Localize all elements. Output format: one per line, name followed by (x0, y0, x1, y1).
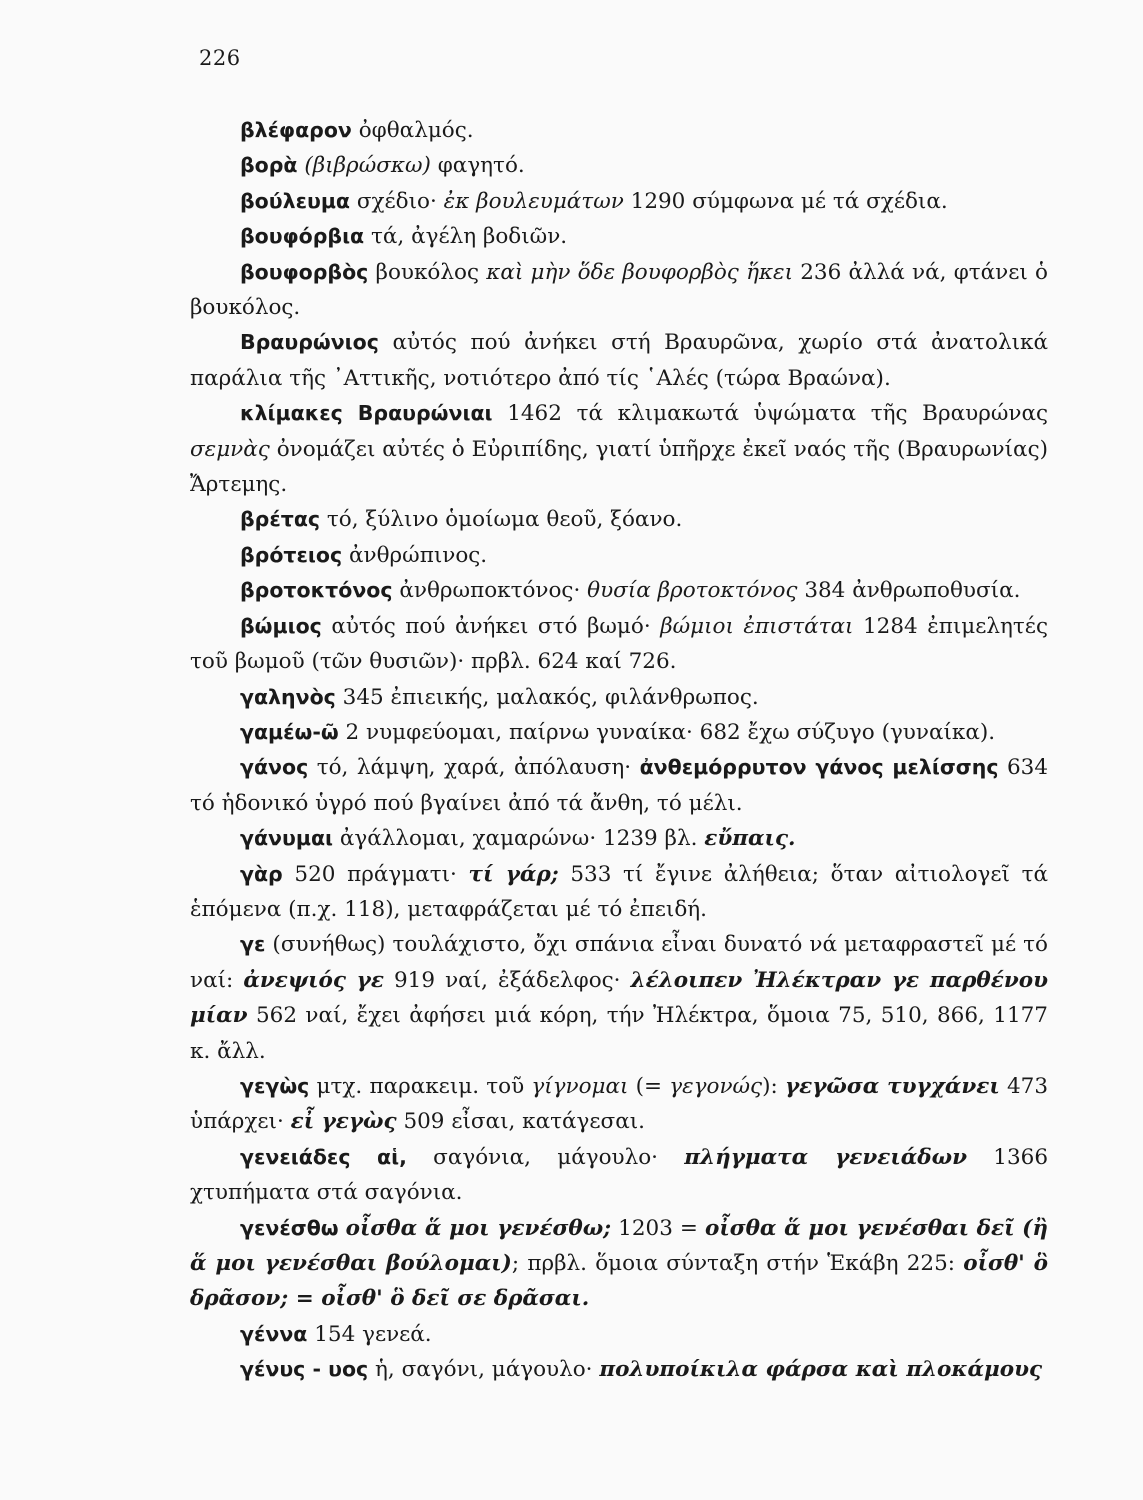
entry-blepharon: βλέφαρον ὀφθαλμός. (240, 118, 474, 143)
entry-gegos: γεγὼς μτχ. παρακειμ. τοῦ γίγνομαι (= γεγονώς): γεγῶσα τυγχάνει 473 ὑπάρχει· εἶ γεγὼς 509 εἶσαι, κατάγεσαι. (190, 1073, 1049, 1135)
headword: βώμιος (240, 613, 322, 638)
headword: βρότειος (240, 542, 343, 567)
entry-bouphorbia: βουφόρβια τά, ἀγέλη βοδιῶν. (240, 224, 568, 250)
headword: γάνος (240, 755, 309, 780)
headword: γεγὼς (240, 1073, 310, 1098)
headword: γὰρ (240, 861, 283, 886)
entry-bora: βορὰ (βιβρώσκω) φαγητό. (240, 153, 525, 179)
headword: βούλευμα (240, 188, 350, 213)
headword: γαληνὸς (240, 684, 336, 709)
entry-bretas: βρέτας τό, ξύλινο ὁμοίωμα θεοῦ, ξόανο. (240, 507, 683, 533)
entry-genys: γένυς - υος ἡ, σαγόνι, μάγουλο· πολυποίκιλα φάρσα καὶ πλοκάμους (240, 1357, 1043, 1383)
entry-broteios: βρότειος ἀνθρώπινος. (240, 542, 488, 568)
entry-ganymai: γάνυμαι ἀγάλλομαι, χαμαρώνω· 1239 βλ. εὔπαις. (240, 826, 796, 852)
headword: γενειάδες αἱ, (240, 1144, 407, 1169)
headword: βουφορβὸς (240, 259, 369, 284)
entry-genna: γέννα 154 γενεά. (240, 1321, 432, 1347)
headword: γε (240, 932, 266, 957)
entry-bouleuma: βούλευμα σχέδιο· ἐκ βουλευμάτων 1290 σύμφωνα μέ τά σχέδια. (240, 188, 948, 214)
entry-brotoktonos: βροτοκτόνος ἀνθρωποκτόνος· θυσία βροτοκτόνος 384 ἀνθρωποθυσία. (240, 578, 1021, 604)
headword: γενέσθω (240, 1215, 339, 1240)
headword: γάνυμαι (240, 826, 334, 851)
headword: γέννα (240, 1321, 308, 1346)
entry-gar: γὰρ 520 πράγματι· τί γάρ; 533 τί ἔγινε ἀλήθεια; ὅταν αἰτιολογεῖ τά ἑπόμενα (π.χ. 118), μεταφράζεται μέ τό ἐπειδή. (190, 861, 1049, 922)
entry-ganos: γάνος τό, λάμψη, χαρά, ἀπόλαυση· ἀνθεμόρρυτον γάνος μελίσσης 634 τό ἡδονικό ὑγρό πού βγαίνει ἀπό τά ἄνθη, τό μέλι. (190, 755, 1048, 816)
headword: βλέφαρον (240, 118, 352, 142)
entry-ge: γε (συνήθως) τουλάχιστο, ὄχι σπάνια εἶναι δυνατό νά μεταφραστεῖ μέ τό ναί: ἀνεψιός γε 919 ναί, ἐξάδελφος· λέλοιπεν Ἠλέκτραν γε παρθένου μίαν 562 ναί, ἔχει ἀφήσει μιά κόρη, τήν Ἠλέκτρα, ὅμοια 75, 510, 866, 1177 κ. ἄλλ. (190, 932, 1048, 1064)
entry-bomios: βώμιος αὐτός πού ἀνήκει στό βωμό· βώμιοι ἐπιστάται 1284 ἐπιμελητές τοῦ βωμοῦ (τῶν θυσιῶν)· πρβλ. 624 καί 726. (190, 613, 1048, 675)
headword: βορὰ (240, 153, 298, 178)
headword: γαμέω-ῶ (240, 719, 339, 744)
headword: γένυς - υος (240, 1357, 369, 1382)
headword: βρέτας (240, 507, 321, 532)
entry-geneiades: γενειάδες αἱ, σαγόνια, μάγουλο· πλήγματα γενειάδων 1366 χτυπήματα στά σαγόνια. (190, 1144, 1049, 1206)
entry-klimakes-brauroniai: κλίμακες Βραυρώνιαι 1462 τά κλιμακωτά ὑψώματα τῆς Βραυρώνας σεμνὰς ὀνομάζει αὐτές ὁ Εὐριπίδης, γιατί ὑπῆρχε ἐκεῖ ναός τῆς (Βραυρωνίας) Ἄρτεμης. (190, 401, 1049, 498)
glossary-entries (190, 113, 1048, 1388)
headword: Βραυρώνιος (240, 330, 379, 355)
page-number: 226 (199, 46, 241, 70)
entry-genestho: γενέσθω οἶσθα ἅ μοι γενέσθω; 1203 = οἶσθα ἅ μοι γενέσθαι δεῖ (ἢ ἅ μοι γενέσθαι βούλομαι); πρβλ. ὅμοια σύνταξη στήν Ἑκάβη 225: οἶσθ' ὃ δρᾶσον; = οἶσθ' ὃ δεῖ σε δρᾶσαι. (190, 1215, 1048, 1312)
headword: κλίμακες Βραυρώνιαι (240, 401, 493, 426)
entry-gameo: γαμέω-ῶ 2 νυμφεύομαι, παίρνω γυναίκα· 682 ἔχω σύζυγο (γυναίκα). (240, 719, 996, 745)
headword: βουφόρβια (240, 224, 365, 249)
entry-bouphorbos: βουφορβὸς βουκόλος καὶ μὴν ὅδε βουφορβὸς ἥκει 236 ἀλλά νά, φτάνει ὁ βουκόλος. (190, 259, 1048, 321)
entry-galenos: γαληνὸς 345 ἐπιεικής, μαλακός, φιλάνθρωπος. (240, 684, 759, 710)
entry-brauronios: Βραυρώνιος αὐτός πού ἀνήκει στή Βραυρῶνα, χωρίο στά ἀνατολικά παράλια τῆς ᾿Αττικῆς, νοτιότερο ἀπό τίς ῾Αλές (τώρα Βραώνα). (190, 330, 1048, 391)
headword: βροτοκτόνος (240, 578, 393, 603)
